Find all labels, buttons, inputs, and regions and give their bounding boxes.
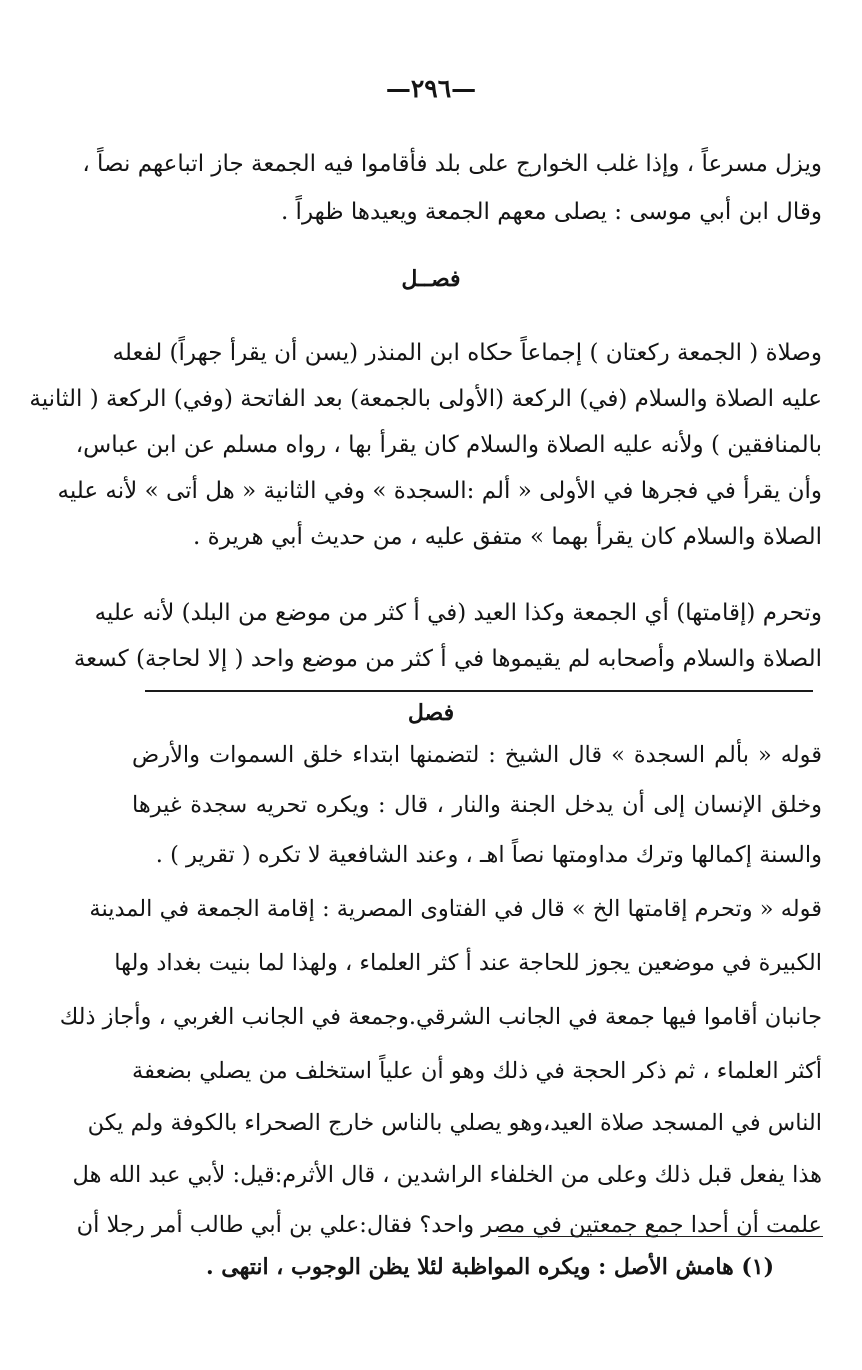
commentary-line: جانبان أقاموا فيها جمعة في الجانب الشرقي.وجمعة في الجانب الغربي ، وأجاز ذلك [59, 1004, 822, 1030]
page-number: —٢٩٦— [385, 74, 477, 103]
commentary-line: قوله « بألم السجدة » قال الشيخ : لتضمنها ابتداء خلق السموات والأرض [132, 742, 822, 768]
commentary-line: وخلق الإنسان إلى أن يدخل الجنة والنار ، قال : ويكره تحريه سجدة غيرها [132, 792, 822, 818]
commentary-divider [145, 690, 813, 692]
commentary-line: الكبيرة في موضعين يجوز للحاجة عند أ كثر العلماء ، ولهذا لما بنيت بغداد ولها [114, 950, 822, 976]
commentary-line: والسنة إكمالها وترك مداومتها نصاً اهـ ، وعند الشافعية لا تكره ( تقرير ) . [155, 842, 822, 868]
body-line: بالمنافقين ) ولأنه عليه الصلاة والسلام كان يقرأ بها ، رواه مسلم عن ابن عباس، [75, 432, 822, 458]
commentary-heading: فصل [407, 700, 455, 726]
commentary-line: قوله « وتحرم إقامتها الخ » قال في الفتاوى المصرية : إقامة الجمعة في المدينة [89, 896, 822, 922]
body-line: وصلاة ( الجمعة ركعتان ) إجماعاً حكاه ابن المنذر (يسن أن يقرأ جهراً) لفعله [112, 340, 822, 366]
body-line: الصلاة والسلام وأصحابه لم يقيموها في أ كثر من موضع واحد ( إلا لحاجة) كسعة [73, 646, 822, 672]
body-line: وقال ابن أبي موسى : يصلى معهم الجمعة ويعيدها ظهراً . [280, 199, 822, 225]
footnote-divider [498, 1236, 823, 1237]
body-line: وأن يقرأ في فجرها في الأولى « ألم :السجدة » وفي الثانية « هل أتى » لأنه عليه [57, 478, 822, 504]
commentary-line: الناس في المسجد صلاة العيد،وهو يصلي بالناس خارج الصحراء بالكوفة ولم يكن [87, 1110, 822, 1136]
commentary-line: هذا يفعل قبل ذلك وعلى من الخلفاء الراشدين ، قال الأثرم:قيل: لأبي عبد الله هل [72, 1162, 822, 1188]
body-line: وتحرم (إقامتها) أي الجمعة وكذا العيد (في أ كثر من موضع من البلد) لأنه عليه [94, 600, 822, 626]
body-line: ويزل مسرعاً ، وإذا غلب الخوارج على بلد فأقاموا فيه الجمعة جاز اتباعهم نصاً ، [82, 151, 822, 177]
commentary-line: علمت أن أحدا جمع جمعتين في مصر واحد؟ فقال:علي بن أبي طالب أمر رجلا أن [76, 1212, 822, 1238]
body-line: عليه الصلاة والسلام (في) الركعة (الأولى بالجمعة) بعد الفاتحة (وفي) الركعة ( الثانية [29, 386, 822, 412]
section-heading: فصــل [401, 266, 461, 292]
commentary-line: أكثر العلماء ، ثم ذكر الحجة في ذلك وهو أن علياً استخلف من يصلي بضعفة [132, 1058, 822, 1084]
footnote: (١) هامش الأصل : ويكره المواظبة لئلا يظن الوجوب ، انتهى . [205, 1254, 774, 1280]
body-line: الصلاة والسلام كان يقرأ بهما » متفق عليه ، من حديث أبي هريرة . [193, 524, 822, 550]
